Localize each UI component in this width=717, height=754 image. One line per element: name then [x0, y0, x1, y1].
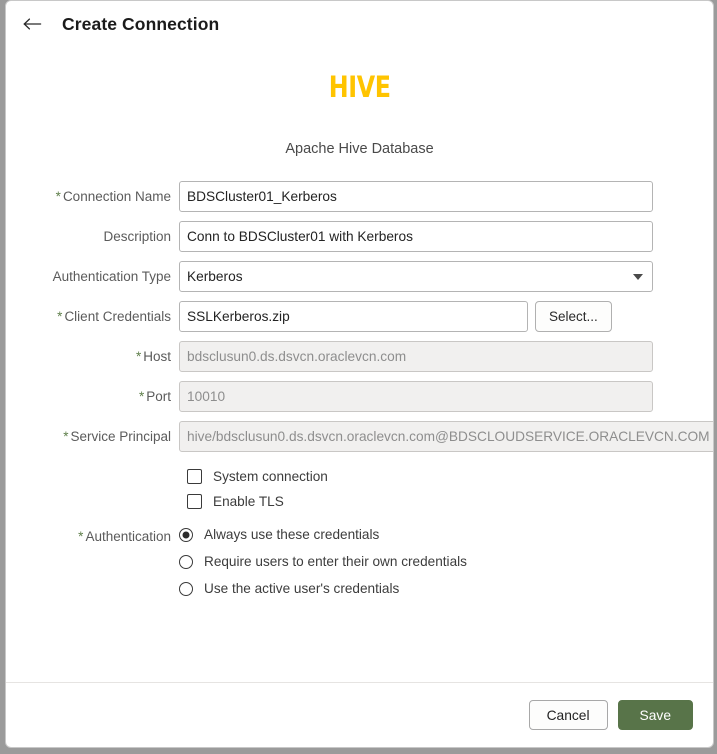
label-authentication — [6, 527, 179, 608]
system-connection-label: System connection — [213, 469, 328, 484]
required-asterisk: * — [57, 309, 63, 324]
host-input: bdsclusun0.ds.dsvcn.oraclevcn.com — [179, 341, 653, 372]
radio-row-require-users[interactable] — [179, 554, 713, 569]
control-authentication-type — [179, 261, 713, 292]
label-host — [6, 349, 179, 364]
service-principal-input: hive/bdsclusun0.ds.dsvcn.oraclevcn.com@BDSCLOUDSERVICE.ORACLEVCN.COM — [179, 421, 714, 452]
label-authentication-type: Authentication Type — [52, 269, 171, 284]
dialog-footer — [6, 683, 713, 747]
control-port — [179, 381, 713, 412]
label-text: Port — [146, 389, 171, 404]
radio-label-active-user: Use the active user's credentials — [204, 581, 400, 596]
label-connection-name — [6, 189, 179, 204]
checkbox-row-system-connection[interactable] — [6, 469, 713, 484]
required-asterisk: * — [138, 389, 145, 404]
radio-row-always[interactable] — [179, 527, 713, 542]
select-file-button[interactable]: Select... — [535, 301, 612, 332]
authentication-type-select-wrap — [179, 261, 653, 292]
authentication-radio-group — [6, 527, 713, 608]
save-button[interactable]: Save — [618, 700, 693, 730]
connection-form — [6, 181, 713, 608]
brand-subtitle: Apache Hive Database — [285, 141, 434, 157]
label-port — [6, 389, 179, 404]
field-row-service-principal — [6, 421, 713, 452]
control-client-credentials — [179, 301, 713, 332]
checkbox-row-enable-tls[interactable] — [6, 494, 713, 509]
field-row-description — [6, 221, 713, 252]
client-credentials-input[interactable]: SSLKerberos.zip — [179, 301, 528, 332]
authentication-type-select[interactable]: Kerberos — [179, 261, 653, 292]
hive-logo-text: HIVE — [328, 70, 391, 104]
label-text: Client Credentials — [64, 309, 171, 324]
control-description — [179, 221, 713, 252]
cancel-button[interactable]: Cancel — [529, 700, 608, 730]
field-row-connection-name — [6, 181, 713, 212]
radio-label-always: Always use these credentials — [204, 527, 380, 542]
control-service-principal — [179, 421, 714, 452]
control-connection-name — [179, 181, 713, 212]
label-text: Service Principal — [70, 429, 171, 444]
required-asterisk: * — [78, 529, 84, 544]
dialog-header — [6, 1, 713, 47]
required-asterisk: * — [55, 189, 61, 204]
radio-options — [179, 527, 713, 608]
label-client-credentials — [6, 309, 179, 324]
page-title: Create Connection — [62, 13, 220, 34]
field-row-host — [6, 341, 713, 372]
label-service-principal — [6, 429, 179, 444]
field-row-port — [6, 381, 713, 412]
radio-use-active-user-credentials[interactable] — [179, 582, 193, 596]
hive-logo — [6, 70, 713, 104]
label-text: Authentication — [85, 529, 171, 544]
radio-require-users-own-credentials[interactable] — [179, 555, 193, 569]
label-text: Connection Name — [62, 189, 171, 204]
required-asterisk: * — [63, 429, 69, 444]
radio-label-require-users: Require users to enter their own credentials — [204, 554, 467, 569]
enable-tls-checkbox[interactable] — [187, 494, 202, 509]
port-input: 10010 — [179, 381, 653, 412]
radio-always-use-these-credentials[interactable] — [179, 528, 193, 542]
field-row-authentication-type — [6, 261, 713, 292]
description-input[interactable]: Conn to BDSCluster01 with Kerberos — [179, 221, 653, 252]
field-row-client-credentials — [6, 301, 713, 332]
label-text: Host — [143, 349, 171, 364]
arrow-left-icon[interactable] — [15, 7, 49, 41]
radio-row-active-user[interactable] — [179, 581, 713, 596]
label-description: Description — [103, 229, 171, 244]
required-asterisk: * — [135, 349, 142, 364]
system-connection-checkbox[interactable] — [187, 469, 202, 484]
enable-tls-label: Enable TLS — [213, 494, 284, 509]
connection-name-input[interactable]: BDSCluster01_Kerberos — [179, 181, 653, 212]
create-connection-dialog — [5, 0, 714, 748]
control-host — [179, 341, 713, 372]
